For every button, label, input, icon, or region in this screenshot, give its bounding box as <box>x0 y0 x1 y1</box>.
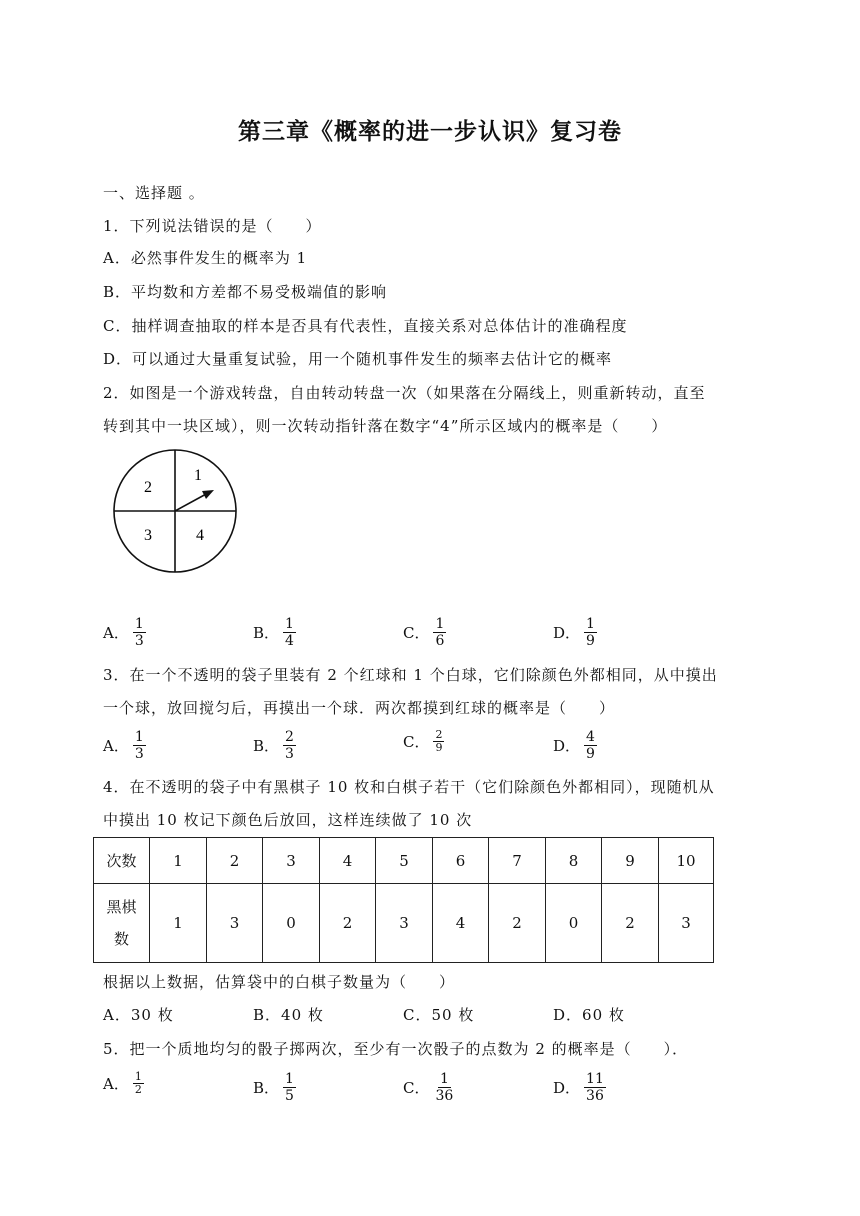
fraction <box>584 616 597 649</box>
q3-stem-line1: 3．在一个不透明的袋子里装有 2 个红球和 1 个白球，它们除颜色外都相同，从中摸出 <box>103 666 718 684</box>
denominator: 6 <box>435 633 445 649</box>
data-table <box>93 837 714 963</box>
q3-option-c <box>403 729 444 754</box>
fraction <box>283 729 296 762</box>
q2-option-c <box>403 616 446 649</box>
table-cell: 3 <box>376 884 433 963</box>
table-cell: 5 <box>376 838 433 884</box>
numerator: 1 <box>435 616 445 632</box>
option-letter: C． <box>403 624 430 642</box>
header-line: 黑棋 <box>106 898 137 916</box>
option-letter: D． <box>553 1079 581 1097</box>
numerator: 1 <box>586 616 595 632</box>
table-row-black-count <box>94 884 714 963</box>
numerator: 2 <box>285 729 294 745</box>
fraction <box>433 729 444 754</box>
numerator: 1 <box>439 1071 449 1087</box>
q3-option-d <box>553 729 597 762</box>
q4-option-b: B．40 枚 <box>253 1006 324 1024</box>
q4-stem-line2: 中摸出 10 枚记下颜色后放回，这样连续做了 10 次 <box>103 811 473 829</box>
q3-option-a <box>103 729 146 762</box>
spinner-label-2: 2 <box>144 479 152 496</box>
denominator: 9 <box>435 741 443 754</box>
page-title: 第三章《概率的进一步认识》复习卷 <box>238 118 622 145</box>
option-letter: A． <box>103 737 129 755</box>
q2-option-d <box>553 616 597 649</box>
q5-option-a <box>103 1071 144 1096</box>
q1-option-d: D．可以通过大量重复试验，用一个随机事件发生的频率去估计它的概率 <box>103 350 613 368</box>
q5-option-b <box>253 1071 296 1104</box>
option-letter: D． <box>553 624 581 642</box>
fraction <box>133 616 146 649</box>
q1-stem: 1．下列说法错误的是（ ） <box>103 217 322 235</box>
spinner-label-1: 1 <box>194 467 202 484</box>
table-cell: 4 <box>433 884 489 963</box>
spinner-pointer <box>175 493 208 511</box>
numerator: 1 <box>285 616 294 632</box>
denominator: 3 <box>134 746 144 762</box>
fraction <box>133 1071 144 1096</box>
numerator: 1 <box>134 616 144 632</box>
table-cell: 3 <box>263 838 320 884</box>
option-letter: A． <box>103 1075 129 1093</box>
table-cell: 7 <box>489 838 546 884</box>
option-letter: B． <box>253 624 280 642</box>
q5-option-d <box>553 1071 606 1104</box>
q4-after-table: 根据以上数据，估算袋中的白棋子数量为（ ） <box>103 973 456 991</box>
table-cell: 4 <box>320 838 376 884</box>
section-heading: 一、选择题 。 <box>103 184 205 202</box>
q4-option-a: A．30 枚 <box>103 1006 174 1024</box>
fraction <box>584 729 597 762</box>
table-cell: 1 <box>150 884 207 963</box>
q1-option-a: A．必然事件发生的概率为 1 <box>103 249 308 267</box>
fraction <box>433 616 446 649</box>
table-cell: 9 <box>602 838 659 884</box>
fraction <box>283 616 296 649</box>
table-cell: 2 <box>602 884 659 963</box>
q2-stem-line2: 转到其中一块区域），则一次转动指针落在数字“4”所示区域内的概率是（ ） <box>103 417 668 435</box>
denominator: 9 <box>586 633 595 649</box>
q1-option-b: B．平均数和方差都不易受极端值的影响 <box>103 283 388 301</box>
table-cell: 6 <box>433 838 489 884</box>
table-cell: 10 <box>659 838 714 884</box>
numerator: 11 <box>586 1071 604 1087</box>
fraction <box>133 729 146 762</box>
denominator: 2 <box>134 1083 142 1096</box>
numerator: 4 <box>586 729 595 745</box>
option-letter: A． <box>103 624 129 642</box>
q4-option-c: C．50 枚 <box>403 1006 475 1024</box>
q2-stem-line1: 2．如图是一个游戏转盘，自由转动转盘一次（如果落在分隔线上，则重新转动，直至 <box>103 384 706 402</box>
option-letter: C． <box>403 733 430 751</box>
denominator: 4 <box>285 633 294 649</box>
q4-stem-line1: 4．在不透明的袋子中有黑棋子 10 枚和白棋子若干（它们除颜色外都相同），现随机从 <box>103 778 715 796</box>
fraction <box>433 1071 455 1104</box>
table-cell: 2 <box>320 884 376 963</box>
denominator: 36 <box>586 1088 604 1104</box>
numerator: 1 <box>134 1070 142 1083</box>
q5-stem: 5．把一个质地均匀的骰子掷两次，至少有一次骰子的点数为 2 的概率是（ ）． <box>103 1040 689 1058</box>
denominator: 3 <box>285 746 294 762</box>
table-cell: 3 <box>207 884 263 963</box>
q2-option-a <box>103 616 146 649</box>
fraction <box>584 1071 606 1104</box>
table-cell: 2 <box>489 884 546 963</box>
spinner-label-3: 3 <box>144 527 152 544</box>
fraction <box>283 1071 296 1104</box>
q2-option-b <box>253 616 296 649</box>
spinner-label-4: 4 <box>196 527 204 544</box>
denominator: 9 <box>586 746 595 762</box>
table-cell: 1 <box>150 838 207 884</box>
q5-option-c <box>403 1071 455 1104</box>
table-cell: 3 <box>659 884 714 963</box>
q4-option-d: D．60 枚 <box>553 1006 625 1024</box>
q1-option-c: C．抽样调查抽取的样本是否具有代表性，直接关系对总体估计的准确程度 <box>103 317 628 335</box>
spinner-figure <box>108 446 242 576</box>
q3-option-b <box>253 729 296 762</box>
option-letter: B． <box>253 737 280 755</box>
numerator: 1 <box>134 729 144 745</box>
option-letter: B． <box>253 1079 280 1097</box>
numerator: 2 <box>435 728 443 741</box>
table-cell: 0 <box>263 884 320 963</box>
table-cell: 0 <box>546 884 602 963</box>
table-header-cell <box>94 884 150 963</box>
numerator: 1 <box>285 1071 294 1087</box>
table-cell: 8 <box>546 838 602 884</box>
table-header-cell: 次数 <box>94 838 150 884</box>
table-cell: 2 <box>207 838 263 884</box>
denominator: 36 <box>435 1088 454 1104</box>
q3-stem-line2: 一个球，放回搅匀后，再摸出一个球．两次都摸到红球的概率是（ ） <box>103 699 616 717</box>
option-letter: C． <box>403 1079 430 1097</box>
option-letter: D． <box>553 737 581 755</box>
denominator: 5 <box>285 1088 294 1104</box>
denominator: 3 <box>134 633 144 649</box>
header-line: 数 <box>113 930 129 948</box>
spinner-arrowhead <box>202 490 214 499</box>
table-row-trials <box>94 838 714 884</box>
